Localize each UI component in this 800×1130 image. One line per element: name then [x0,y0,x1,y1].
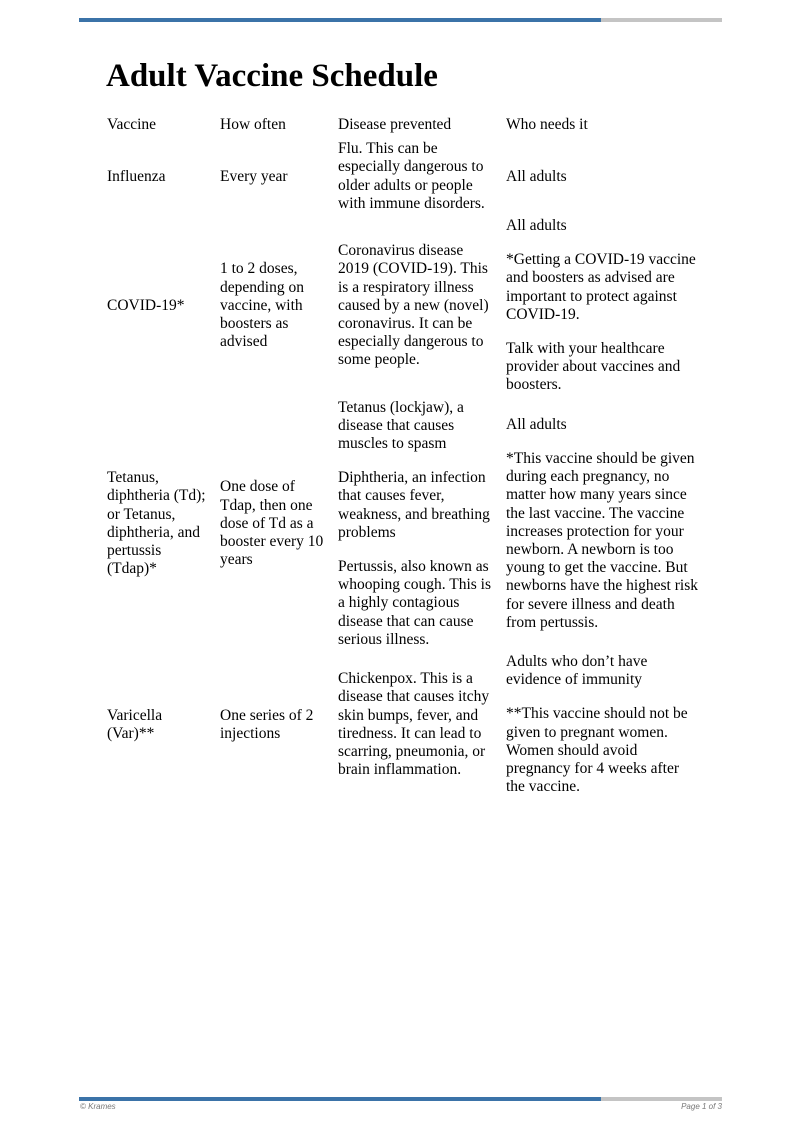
who-text: All adults [506,167,567,185]
cell-how-often: One dose of Tdap, then one dose of Td as a booster every 10 years [220,478,324,569]
disease-text: Chickenpox. This is a disease that causes itchy skin bumps, fever, and tiredness. It can lead to scarring, pneumonia, or brain inflammation. [338,670,490,779]
cell-who [502,651,703,798]
bottom-divider-rest [601,1097,722,1101]
table-row-covid-19 [103,215,703,397]
top-divider-rest [601,18,722,22]
cell-who [502,138,703,215]
who-note: **This vaccine should not be given to pregnant women. Women should avoid pregnancy for 4 weeks after the vaccine. [506,705,688,796]
cell-disease [334,651,502,798]
column-header-vaccine: Vaccine [107,116,157,133]
table-row-varicella [103,651,703,798]
table-row-influenza [103,138,703,215]
who-text: All adults [506,217,567,235]
cell-how-often: 1 to 2 doses, depending on vaccine, with boosters as advised [220,260,304,351]
who-note: *Getting a COVID-19 vaccine and boosters as advised are important to protect against COVID-19. [506,251,696,323]
who-text: Adults who don’t have evidence of immunity [506,653,648,689]
disease-text: Tetanus (lockjaw), a disease that causes muscles to spasm [338,398,464,453]
cell-disease [334,138,502,215]
bottom-divider-accent [79,1097,601,1101]
column-header-disease-prevented: Disease prevented [338,116,452,133]
who-note: *This vaccine should be given during each pregnancy, no matter how many years since the last vaccine. The vaccine increases protection for your newborn. A newborn is too young to get the vaccine. But newborns have the highest risk for severe illness and death from pertussis. [506,449,698,631]
vaccine-schedule-table [103,114,703,799]
cell-vaccine: Varicella (Var)** [107,706,163,742]
table-row-tetanus [103,397,703,651]
table-header-row [103,114,703,138]
cell-vaccine: Influenza [107,167,166,185]
footer-page-number: Page 1 of 3 [681,1102,722,1111]
column-header-who-needs-it: Who needs it [506,116,588,133]
disease-text: Coronavirus disease 2019 (COVID-19). This is a respiratory illness caused by a new (novel) coronavirus. It can be especially dangerous to some people. [338,242,489,369]
cell-vaccine: COVID-19* [107,296,185,314]
top-divider [79,18,722,22]
who-note: Talk with your healthcare provider about vaccines and boosters. [506,340,681,394]
who-text: All adults [506,415,567,433]
disease-text: Pertussis, also known as whooping cough. This is a highly contagious disease that can cause serious illness. [338,558,491,648]
cell-disease [334,215,502,397]
cell-how-often: One series of 2 injections [220,706,314,742]
disease-text: Diphtheria, an infection that causes fever, weakness, and breathing problems [338,469,490,541]
top-divider-accent [79,18,601,22]
cell-disease [334,397,502,651]
cell-who [502,397,703,651]
cell-how-often: Every year [220,167,288,185]
page-title: Adult Vaccine Schedule [106,58,438,94]
cell-who [502,215,703,397]
disease-text: Flu. This can be especially dangerous to older adults or people with immune disorders. [338,140,485,212]
column-header-how-often: How often [220,116,286,133]
cell-vaccine: Tetanus, diphtheria (Td); or Tetanus, diphtheria, and pertussis (Tdap)* [107,469,206,578]
bottom-divider [79,1097,722,1101]
footer-copyright: © Krames [80,1102,116,1111]
